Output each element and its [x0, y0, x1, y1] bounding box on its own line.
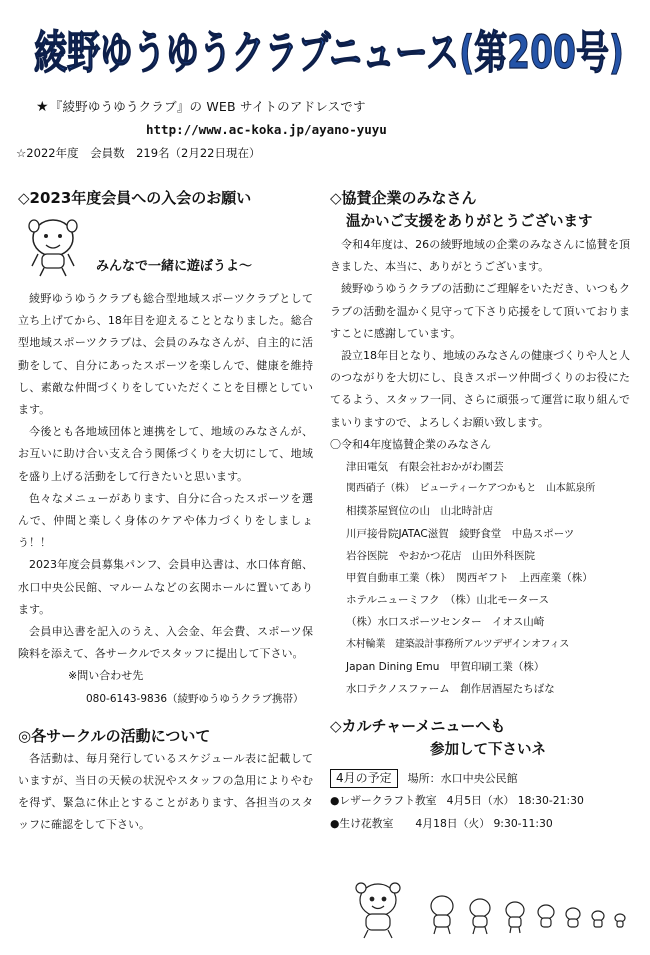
sponsor-list — [330, 456, 630, 700]
circles-paragraph: 各活動は、毎月発行しているスケジュール表に記載していますが、当日の天候の状況やスタッフの急用によりやむを得ず、緊急に休止とすることがあります、各担当のスタッフに確認をして下さい。 — [18, 751, 313, 832]
membership-paragraph: 2023年度会員募集パンフ、会員申込書は、水口体育館、水口中央公民館、マルームなどの玄関ホールに置いてあります。 — [18, 558, 313, 616]
mascot-small-icon-5 — [566, 908, 580, 927]
mascot-small-icon-3 — [506, 902, 524, 933]
membership-paragraph: 今後とも各地域団体と連携をして、地域のみなさんが、お互いに助け合い支え合う関係づくりを大切にして、地域を盛り上げる活動をして行きたいと思います。 — [18, 425, 313, 483]
event-time: 18:30-21:30 — [517, 794, 584, 808]
schedule-month-badge: 4月の予定 — [330, 769, 398, 788]
sponsors-paragraph: 設立18年目となり、地域のみなさんの健康づくりや人と人のつながりを大切にし、良きスポーツ仲間づくりのお役にたてるよう、スタッフ一同、さらに頑張って運営に取り組んでまいりますので、よろしくお願い致します。 — [330, 349, 630, 429]
sponsors-paragraph: 令和4年度は、26の綾野地域の企業のみなさんに協賛を頂きました、本当に、ありがとうございます。 — [330, 238, 630, 274]
sponsor-line: 津田電気 有限会社おかがわ園芸 — [346, 461, 504, 474]
mascot-slogan-row — [18, 216, 313, 288]
event-date: 4月5日（水） — [446, 794, 515, 808]
sponsor-line: Japan Dining Emu 甲賀印刷工業（株） — [346, 660, 545, 673]
mascot-large-icon — [356, 883, 400, 938]
sponsor-line: 岩谷医院 やおかつ花店 山田外科医院 — [346, 549, 535, 562]
mascot-parade — [330, 878, 630, 940]
mascot-small-icon-2 — [470, 899, 490, 934]
membership-paragraph: 綾野ゆうゆうクラブも総合型地域スポーツクラブとして立ち上げてから、18年目を迎えることとなりました。総合型地域スポーツクラブは、会員のみなさんが、自主的に活動をして、自分にあったスポーツを楽しんで、健康を維持し、素敵な仲間づくりをしていただくことを目標としています。 — [18, 292, 313, 417]
masthead-title-graphic — [30, 8, 630, 83]
event-name: ●レザークラフト教室 — [330, 794, 437, 808]
mascot-parade-icon — [330, 878, 630, 940]
website-url[interactable]: http://www.ac-koka.jp/ayano-yuyu — [146, 122, 387, 137]
event-date: 4月18日（火） — [415, 816, 490, 830]
event-name: ●生け花教室 — [330, 816, 394, 830]
sponsor-line: 木村輪業 建築設計事務所アルツデザインオフィス — [346, 638, 570, 650]
mascot-icon — [20, 216, 86, 278]
mascot-small-icon-1 — [431, 896, 453, 934]
website-note-text: 『綾野ゆうゆうクラブ』の WEB サイトのアドレスです — [49, 99, 366, 114]
membership-section-title: ◇2023年度会員への入会のお願い — [18, 189, 252, 207]
sponsor-line: （株）水口スポーツセンター イオス山崎 — [346, 616, 545, 629]
sponsor-list-heading: 〇令和4年度協賛企業のみなさん — [330, 437, 491, 451]
website-note — [36, 97, 366, 115]
event-item — [330, 790, 630, 812]
sponsors-paragraph: 綾野ゆうゆうクラブの活動にご理解をいただき、いつもクラブの活動を温かく見守って下さり応援をして頂いておりますことに感謝しています。 — [330, 282, 630, 340]
page-title: 綾野ゆうゆうクラブニュース(第200号) — [34, 26, 624, 79]
schedule-header — [330, 768, 630, 790]
sponsor-line: 水口テクノスファーム 創作居酒屋たちばな — [346, 683, 555, 696]
contact-phone[interactable]: 080-6143-9836（綾野ゆうゆうクラブ携帯） — [86, 692, 304, 705]
culture-section-title: ◇カルチャーメニューへも — [330, 717, 506, 736]
mascot-small-icon-6 — [592, 911, 604, 927]
right-column — [330, 186, 630, 835]
event-item — [330, 813, 630, 835]
mascot-small-icon-7 — [615, 914, 625, 927]
sponsor-line: 相撲茶屋貿位の山 山北時計店 — [346, 505, 493, 518]
event-time: 9:30-11:30 — [493, 816, 553, 830]
contact-label: ※問い合わせ先 — [68, 669, 144, 683]
sponsors-section-title: ◇協賛企業のみなさん — [330, 189, 477, 207]
culture-subtitle: 参加して下さいネ — [430, 742, 546, 759]
star-icon: ★ — [36, 99, 49, 115]
member-count: ☆2022年度 会員数 219名（2月22日現在） — [16, 146, 261, 160]
left-column — [18, 186, 313, 837]
circles-section — [18, 724, 313, 837]
circles-section-title: ◎各サークルの活動について — [18, 726, 211, 745]
sponsor-line: ホテルニューミフク （株）山北モータース — [346, 594, 549, 607]
schedule-place: 場所：水口中央公民館 — [407, 772, 518, 786]
masthead — [30, 8, 630, 83]
sponsors-subtitle: 温かいご支援をありがとうございます — [346, 214, 593, 230]
sponsor-line: 川戸接骨院JATAC滋賀 綾野食堂 中島スポーツ — [346, 527, 575, 540]
membership-paragraph: 色々なメニューがあります、自分に合ったスポーツを選んで、仲間と楽しく身体のケアや体力づくりをしましょう！！ — [18, 491, 313, 550]
culture-section — [330, 714, 630, 835]
sponsor-line: 関西硝子（株） ビューティーケアつかもと 山本鉱泉所 — [346, 483, 595, 495]
sponsor-line: 甲賀自動車工業（株） 関西ギフト 上西産業（株） — [346, 572, 593, 585]
membership-paragraph: 会員申込書を記入のうえ、入会金、年会費、スポーツ保険料を添えて、各サークルでスタッフに提出して下さい。 — [18, 625, 313, 661]
mascot-small-icon-4 — [538, 905, 554, 927]
slogan: みんなで一緒に遊ぼうよ～ — [96, 259, 253, 274]
